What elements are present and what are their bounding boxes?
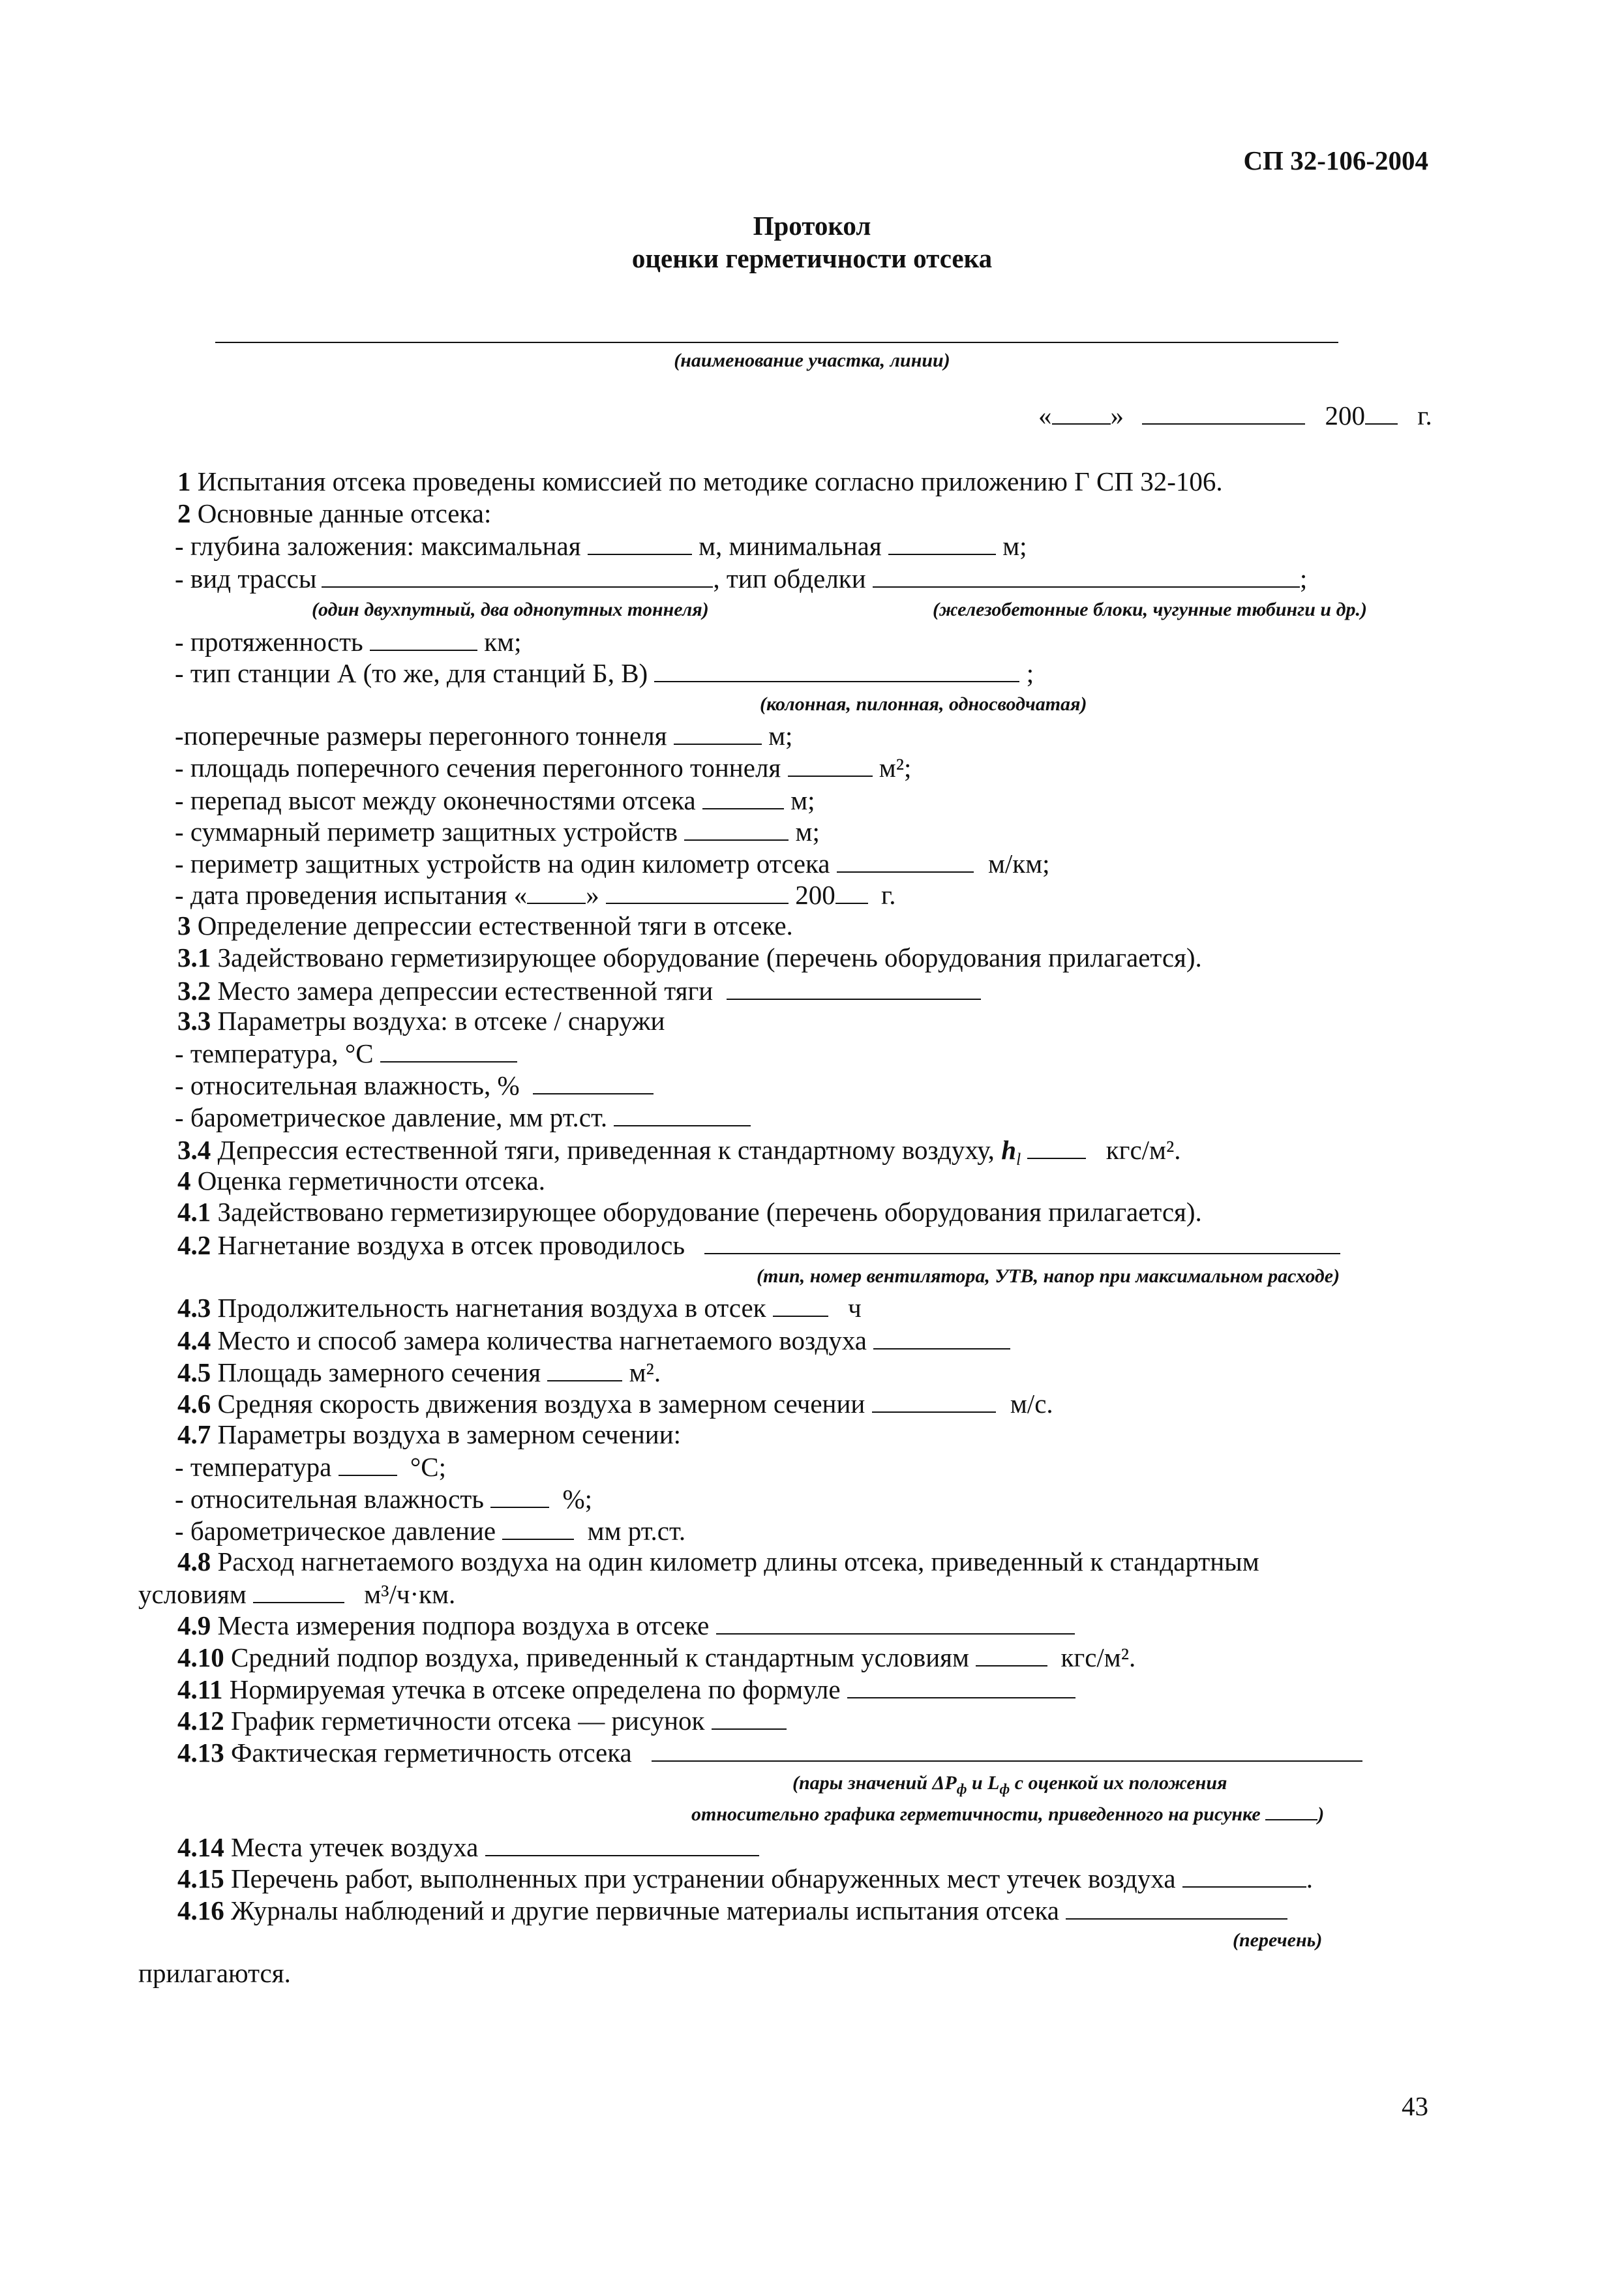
section-pressure-field[interactable] — [502, 1516, 574, 1540]
cross-area-line: - площадь поперечного сечения перегонного тоннеля м²; — [175, 753, 912, 783]
height-diff-line: - перепад высот между оконечностями отсека м; — [175, 785, 815, 815]
date-close-quote: » — [1110, 400, 1124, 430]
length-field[interactable] — [370, 627, 477, 651]
item-3-2: 3.2 Место замера депрессии естественной тяги — [177, 976, 981, 1004]
lining-type-caption: (железобетонные блоки, чугунные тюбинги и др.) — [933, 599, 1367, 620]
air-humidity-field[interactable] — [533, 1071, 654, 1094]
item-4-3: 4.3 Продолжительность нагнетания воздуха в отсек ч — [177, 1293, 862, 1323]
depth-min-field[interactable] — [888, 532, 996, 555]
test-date-year-field[interactable] — [835, 881, 868, 904]
section-temperature-field[interactable] — [338, 1453, 397, 1476]
cross-dims-line: -поперечные размеры перегонного тоннеля м; — [175, 721, 793, 751]
route-type-line: - вид трассы , тип обделки ; — [175, 564, 1308, 594]
item-4-8-continued: условиям м³/ч·км. — [138, 1579, 456, 1609]
station-type-caption: (колонная, пилонная, односводчатая) — [760, 693, 1087, 715]
item-3-1: 3.1 Задействовано герметизирующее оборудование (перечень оборудования прилагается). — [177, 942, 1202, 973]
actual-tightness-caption-line-1: (пары значений $\Delta P_ф$ и $L_ф$ с оценкой их положения — [792, 1772, 1227, 1797]
materials-list-caption: (перечень) — [1233, 1929, 1323, 1951]
title-line-2: оценки герметичности отсека — [631, 243, 993, 273]
air-temperature-line: - температура, °С — [175, 1039, 517, 1067]
item-4-13: 4.13 Фактическая герметичность отсека — [177, 1738, 1362, 1766]
item-4-9: 4.9 Места измерения подпора воздуха в отсеке — [177, 1611, 1075, 1639]
page-number: 43 — [1402, 2091, 1428, 2121]
route-type-caption: (один двухпутный, два однопутных тоннеля) — [312, 599, 709, 620]
normative-leak-field[interactable] — [847, 1675, 1075, 1698]
station-type-field[interactable] — [654, 659, 1019, 682]
air-injection-caption: (тип, номер вентилятора, УТВ, напор при максимальном расходе) — [757, 1265, 1340, 1287]
section-humidity-field[interactable] — [490, 1485, 549, 1508]
test-date-line: - дата проведения испытания « » 200 г. — [175, 880, 896, 910]
item-4-2: 4.2 Нагнетание воздуха в отсек проводилось — [177, 1231, 1340, 1259]
repair-works-field[interactable] — [1182, 1864, 1306, 1888]
air-humidity-line: - относительная влажность, % — [175, 1071, 654, 1099]
date-line — [1038, 401, 1432, 429]
actual-tightness-caption-line-2: относительно графика герметичности, приведенного на рисунке ) — [691, 1803, 1325, 1825]
item-3-3: 3.3 Параметры воздуха: в отсеке / снаружи — [177, 1006, 665, 1036]
perimeter-per-km-line: - периметр защитных устройств на один километр отсека м/км; — [175, 849, 1050, 879]
cross-dims-field[interactable] — [674, 721, 762, 745]
materials-list-field[interactable] — [1066, 1896, 1287, 1920]
date-day-field[interactable] — [1052, 401, 1111, 425]
date-year-prefix: 200 — [1325, 400, 1365, 430]
figure-number-field[interactable] — [712, 1706, 787, 1730]
measurement-area-field[interactable] — [547, 1358, 622, 1381]
average-pressure-field[interactable] — [976, 1643, 1047, 1666]
item-4-16: 4.16 Журналы наблюдений и другие первичные материалы испытания отсека — [177, 1896, 1287, 1924]
item-3-4: 3.4 Депрессия естественной тяги, приведенная к стандартному воздуху, $h_l$ кгс/м². — [177, 1135, 1181, 1169]
injection-duration-field[interactable] — [773, 1293, 828, 1317]
pressure-points-field[interactable] — [716, 1611, 1075, 1635]
section-temperature-line: - температура °С; — [175, 1452, 446, 1482]
item-4-4: 4.4 Место и способ замера количества нагнетаемого воздуха — [177, 1326, 1010, 1354]
item-3: 3 Определение депрессии естественной тяги в отсеке. — [177, 911, 793, 941]
air-injection-field[interactable] — [704, 1231, 1340, 1254]
perimeter-per-km-field[interactable] — [837, 849, 974, 873]
item-4-5: 4.5 Площадь замерного сечения м². — [177, 1357, 661, 1387]
air-pressure-line: - барометрическое давление, мм рт.ст. — [175, 1103, 751, 1131]
item-4-15: 4.15 Перечень работ, выполненных при устранении обнаруженных мест утечек воздуха . — [177, 1863, 1314, 1893]
air-velocity-field[interactable] — [872, 1389, 996, 1413]
perimeter-total-line: - суммарный периметр защитных устройств м; — [175, 817, 820, 847]
natural-draft-depression-field[interactable] — [1027, 1136, 1086, 1159]
section-humidity-line: - относительная влажность %; — [175, 1484, 593, 1514]
document-code: СП 32-106-2004 — [1243, 145, 1428, 175]
depth-line: - глубина заложения: максимальная м, минимальная м; — [175, 531, 1027, 561]
specific-air-flow-field[interactable] — [253, 1580, 344, 1603]
item-4-6: 4.6 Средняя скорость движения воздуха в замерном сечении м/с. — [177, 1389, 1053, 1419]
station-type-line: - тип станции А (то же, для станций Б, В) ; — [175, 658, 1034, 688]
caption-figure-field[interactable] — [1265, 1802, 1317, 1820]
section-name-caption: (наименование участка, линии) — [674, 350, 950, 371]
length-line: - протяженность км; — [175, 627, 522, 657]
measurement-method-field[interactable] — [873, 1326, 1010, 1350]
test-date-day-field[interactable] — [527, 881, 586, 904]
item-4-14: 4.14 Места утечек воздуха — [177, 1833, 759, 1861]
route-type-field[interactable] — [322, 564, 713, 588]
item-1: 1 Испытания отсека проведены комиссией по методике согласно приложению Г СП 32-106. — [177, 466, 1223, 496]
item-4-8: 4.8 Расход нагнетаемого воздуха на один километр длины отсека, приведенный к стандартным — [177, 1546, 1259, 1576]
item-4-11: 4.11 Нормируемая утечка в отсеке определена по формуле — [177, 1675, 1075, 1703]
date-year-field[interactable] — [1365, 401, 1398, 425]
lining-type-field[interactable] — [873, 564, 1300, 588]
item-2: 2 Основные данные отсека: — [177, 498, 492, 528]
cross-area-field[interactable] — [788, 753, 873, 777]
actual-tightness-field[interactable] — [652, 1738, 1362, 1762]
depth-max-field[interactable] — [588, 532, 692, 555]
attached-note: прилагаются. — [138, 1958, 291, 1988]
item-4-12: 4.12 График герметичности отсека — рисунок — [177, 1706, 787, 1734]
date-month-field[interactable] — [1142, 401, 1305, 425]
date-open-quote: « — [1038, 400, 1052, 430]
item-4: 4 Оценка герметичности отсека. — [177, 1166, 545, 1196]
item-4-1: 4.1 Задействовано герметизирующее оборудование (перечень оборудования прилагается). — [177, 1197, 1202, 1227]
item-4-7: 4.7 Параметры воздуха в замерном сечении: — [177, 1419, 682, 1449]
section-name-field[interactable] — [215, 342, 1338, 343]
perimeter-total-field[interactable] — [684, 817, 789, 841]
item-4-10: 4.10 Средний подпор воздуха, приведенный к стандартным условиям кгс/м². — [177, 1642, 1136, 1672]
leak-locations-field[interactable] — [485, 1833, 759, 1856]
height-diff-field[interactable] — [702, 786, 784, 809]
section-pressure-line: - барометрическое давление мм рт.ст. — [175, 1516, 686, 1546]
air-temperature-field[interactable] — [380, 1039, 517, 1063]
title-line-1: Протокол — [753, 211, 871, 241]
depression-location-field[interactable] — [727, 976, 981, 1000]
air-pressure-field[interactable] — [614, 1103, 751, 1126]
date-year-suffix: г. — [1417, 400, 1432, 430]
test-date-month-field[interactable] — [606, 881, 789, 904]
